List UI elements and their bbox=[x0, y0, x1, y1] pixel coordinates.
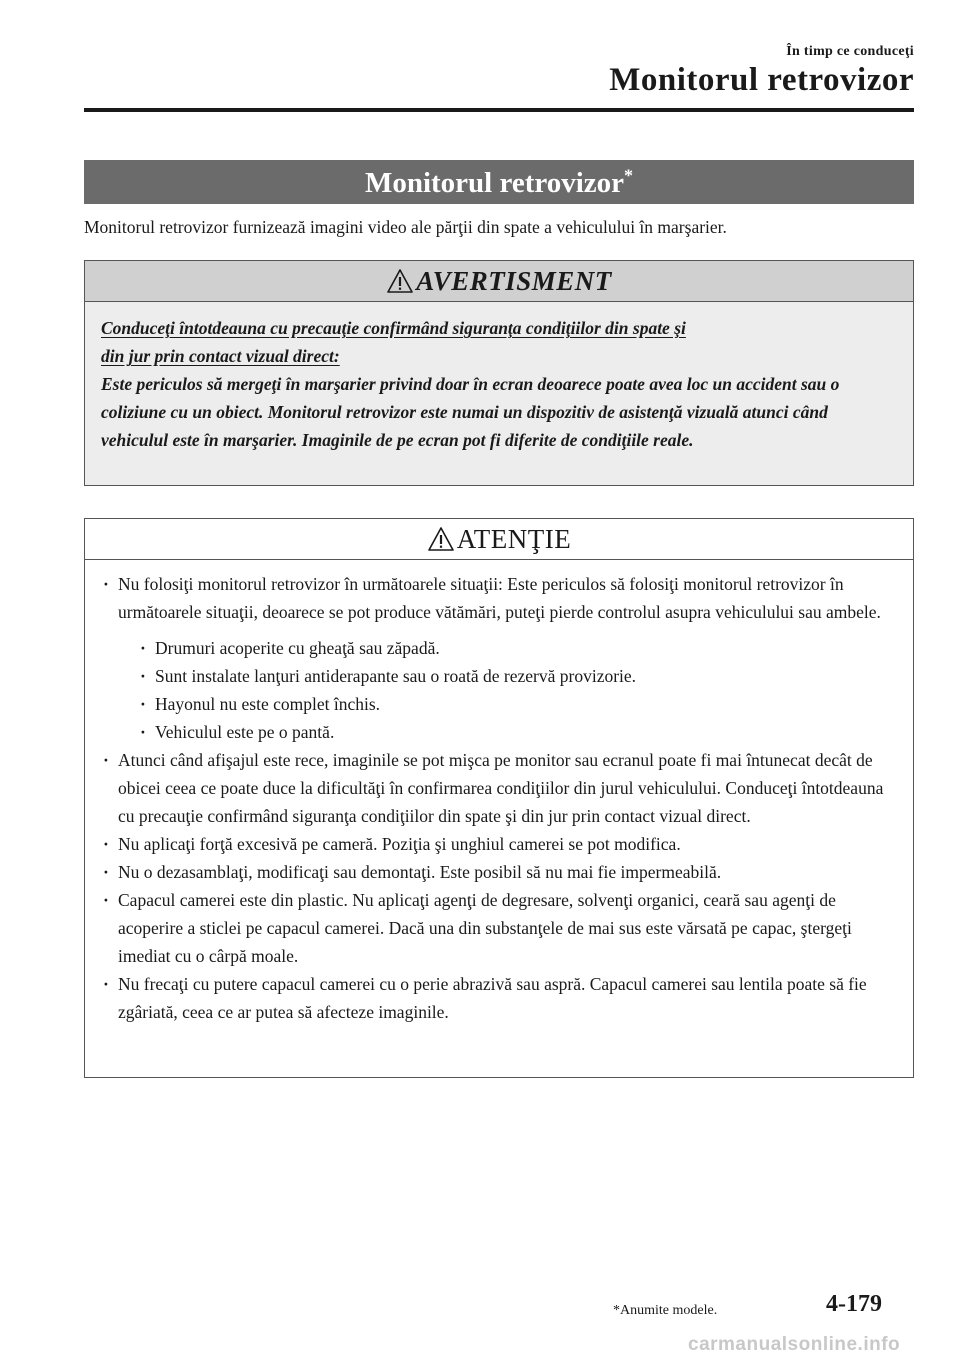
warning-lead-line-1: Conduceţi întotdeauna cu precauţie confirmând siguranţa condiţiilor din spate şi bbox=[101, 318, 686, 338]
caution-item: · Nu frecaţi cu putere capacul camerei cu o perie abrazivă sau aspră. Capacul camerei sau lentila poate să fie zgâriată, ceea ce ar putea să afecteze imaginile. bbox=[99, 970, 903, 1026]
caution-list bbox=[99, 570, 903, 1026]
chapter-title: Monitorul retrovizor bbox=[609, 62, 914, 98]
caution-item: · Nu aplicaţi forţă excesivă pe cameră. Poziţia şi unghiul camerei se pot modifica. bbox=[99, 830, 903, 858]
warning-body bbox=[85, 302, 913, 454]
section-footnote-mark: * bbox=[624, 165, 634, 186]
caution-sub-item: · Vehiculul este pe o pantă. bbox=[136, 718, 903, 746]
warning-title: AVERTISMENT bbox=[416, 265, 612, 296]
header-divider bbox=[84, 108, 914, 112]
caution-body bbox=[85, 560, 913, 1026]
warning-triangle-icon bbox=[427, 526, 455, 552]
caution-sub-item: · Hayonul nu este complet închis. bbox=[136, 690, 903, 718]
caution-item-text: Nu folosiţi monitorul retrovizor în următoarele situaţii: Este periculos să folosiţi monitorul retrovizor în următoarele situaţii, deoarece se pot produce vătămări, puteţi pierde controlul asupra vehiculului sau ambele. bbox=[118, 574, 881, 622]
watermark-text: carmanualsonline.info bbox=[688, 1334, 901, 1355]
section-title-banner bbox=[84, 160, 914, 204]
warning-header bbox=[85, 261, 913, 302]
caution-box bbox=[84, 518, 914, 1078]
page-number: 4-179 bbox=[826, 1291, 882, 1317]
caution-title: ATENŢIE bbox=[456, 523, 572, 554]
warning-text: Este periculos să mergeţi în marşarier privind doar în ecran deoarece poate avea loc un accident sau o coliziune cu un obiect. Monitorul retrovizor este numai un dispozitiv de asistenţă vizuală atunci când vehiculul este în marşarier. Imaginile de pe ecran pot fi diferite de condiţiile reale. bbox=[101, 374, 840, 450]
warning-triangle-icon bbox=[386, 268, 414, 294]
caution-item: · Atunci când afişajul este rece, imaginile se pot mişca pe monitor sau ecranul poate fi mai întunecat decât de obicei ceea ce poate duce la dificultăţi în confirmarea condiţiilor din jurul vehiculului. Conduceţi întotdeauna cu precauţie confirmând siguranţa condiţiilor din spate şi din jur prin contact vizual direct. bbox=[99, 746, 903, 830]
caution-header bbox=[85, 519, 913, 560]
warning-box bbox=[84, 260, 914, 486]
caution-item: · Nu o dezasamblaţi, modificaţi sau demontaţi. Este posibil să nu mai fie impermeabilă. bbox=[99, 858, 903, 886]
chapter-subtitle: În timp ce conduceţi bbox=[786, 44, 914, 59]
caution-sub-item: · Drumuri acoperite cu gheaţă sau zăpadă. bbox=[136, 634, 903, 662]
section-title: Monitorul retrovizor bbox=[364, 167, 625, 199]
caution-item bbox=[99, 570, 903, 746]
caution-item: · Capacul camerei este din plastic. Nu aplicaţi agenţi de degresare, solvenţi organici, ceară sau agenţi de acoperire a sticlei pe capacul camerei. Dacă una din substanţele de mai sus este vărsată pe capac, ştergeţi imediat cu o cârpă moale. bbox=[99, 886, 903, 970]
caution-sub-list bbox=[118, 634, 903, 746]
footnote-text: *Anumite modele. bbox=[613, 1303, 718, 1318]
intro-paragraph: Monitorul retrovizor furnizează imagini video ale părţii din spate a vehiculului în marşarier. bbox=[84, 217, 727, 237]
warning-lead-line-2: din jur prin contact vizual direct: bbox=[101, 346, 340, 366]
caution-sub-item: · Sunt instalate lanţuri antiderapante sau o roată de rezervă provizorie. bbox=[136, 662, 903, 690]
